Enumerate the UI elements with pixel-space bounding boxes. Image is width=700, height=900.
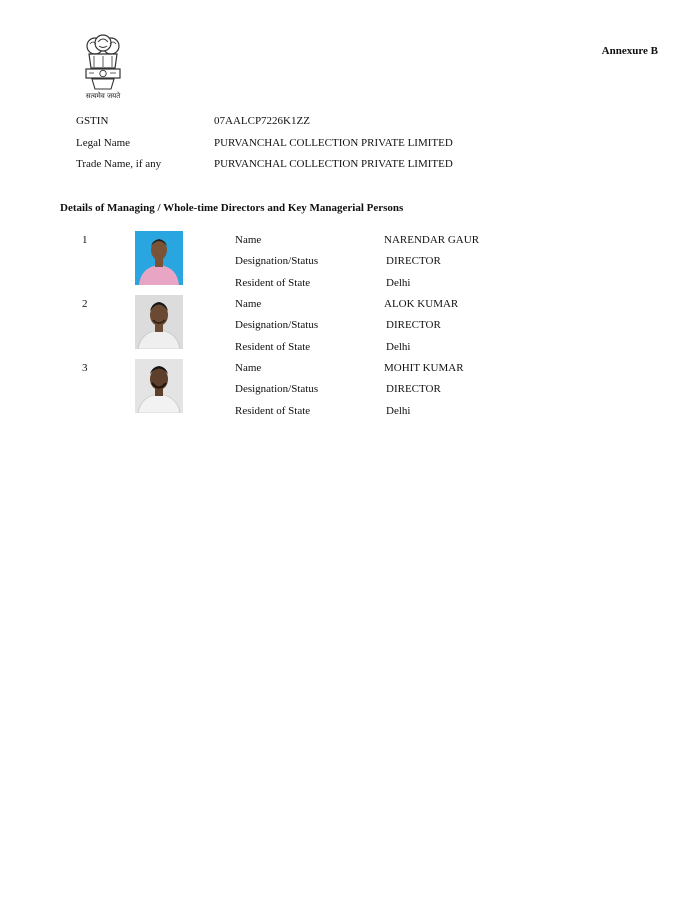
resident-label: Resident of State xyxy=(235,405,311,417)
director-designation: DIRECTOR xyxy=(386,255,441,267)
director-name: NARENDAR GAUR xyxy=(384,234,480,246)
director-entry xyxy=(0,234,700,298)
entry-index: 2 xyxy=(82,298,88,310)
director-resident: Delhi xyxy=(386,405,411,417)
section-title: Details of Managing / Whole-time Directors and Key Managerial Persons xyxy=(60,202,404,214)
gstin-value: 07AALCP7226K1ZZ xyxy=(214,115,310,127)
director-resident: Delhi xyxy=(386,341,411,353)
designation-label: Designation/Status xyxy=(235,383,319,395)
director-name: MOHIT KUMAR xyxy=(384,362,464,374)
legal-name-value: PURVANCHAL COLLECTION PRIVATE LIMITED xyxy=(214,137,453,149)
director-photo xyxy=(135,359,183,413)
designation-label: Designation/Status xyxy=(235,319,319,331)
director-entry xyxy=(0,362,700,426)
entry-index: 3 xyxy=(82,362,88,374)
legal-name-label: Legal Name xyxy=(76,137,131,149)
trade-name-value: PURVANCHAL COLLECTION PRIVATE LIMITED xyxy=(214,158,453,170)
emblem-motto: सत्यमेव जयते xyxy=(85,92,121,100)
entry-index: 1 xyxy=(82,234,88,246)
director-resident: Delhi xyxy=(386,277,411,289)
director-name: ALOK KUMAR xyxy=(384,298,459,310)
director-photo xyxy=(135,231,183,285)
name-label: Name xyxy=(235,362,262,374)
name-label: Name xyxy=(235,234,262,246)
annexure-label: Annexure B xyxy=(601,45,658,57)
resident-label: Resident of State xyxy=(235,277,311,289)
designation-label: Designation/Status xyxy=(235,255,319,267)
name-label: Name xyxy=(235,298,262,310)
resident-label: Resident of State xyxy=(235,341,311,353)
gstin-label: GSTIN xyxy=(76,115,109,127)
director-photo xyxy=(135,295,183,349)
director-entry xyxy=(0,298,700,362)
director-designation: DIRECTOR xyxy=(386,383,441,395)
trade-name-label: Trade Name, if any xyxy=(76,158,162,170)
director-designation: DIRECTOR xyxy=(386,319,441,331)
